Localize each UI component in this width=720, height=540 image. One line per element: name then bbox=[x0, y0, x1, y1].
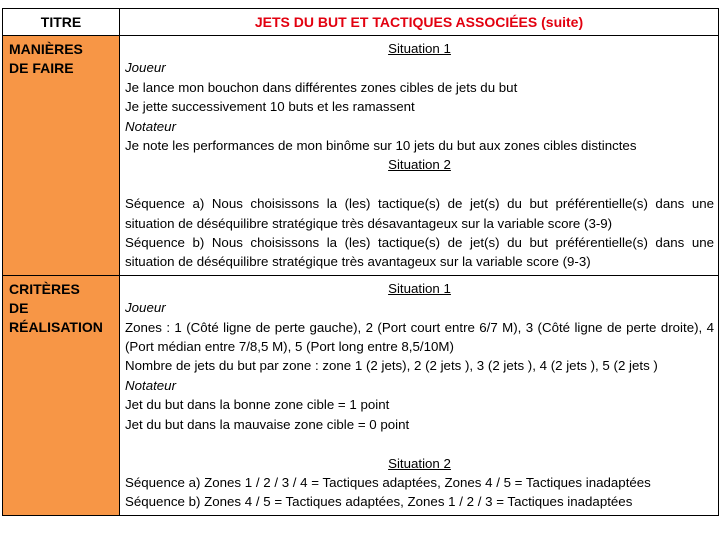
text-line: Je lance mon bouchon dans différentes zones cibles de jets du but bbox=[125, 79, 518, 95]
role-heading: Notateur bbox=[125, 377, 176, 393]
sequence-text: Séquence b) Nous choisissons la (les) tactique(s) de jet(s) du but préférentielle(s) dans une situation de déséquilibre stratégique très avantageux sur la variable score (9-3) bbox=[125, 235, 714, 270]
row-label-manieres bbox=[3, 36, 120, 276]
text-line: Je note les performances de mon binôme sur 10 jets du but aux zones cibles distinctes bbox=[125, 138, 637, 154]
text-line: Séquence a) Zones 1 / 2 / 3 / 4 = Tactiques adaptées, Zones 4 / 5 = Tactiques inadaptées bbox=[125, 474, 651, 490]
row-label-line: DE FAIRE bbox=[9, 60, 74, 76]
text-line: Jet du but dans la mauvaise zone cible = 0 point bbox=[125, 416, 410, 432]
role-heading: Joueur bbox=[125, 300, 166, 316]
situation-heading: Situation 1 bbox=[388, 280, 451, 296]
text-line: Nombre de jets du but par zone : zone 1 (2 jets), 2 (2 jets ), 3 (2 jets ), 4 (2 jets ), 5 (2 jets ) bbox=[125, 358, 658, 374]
spacer bbox=[125, 434, 714, 453]
row-label-line: CRITÈRES bbox=[9, 280, 80, 297]
row-content-criteres bbox=[120, 275, 719, 515]
row-label-criteres bbox=[3, 275, 120, 515]
header-main-title: JETS DU BUT ET TACTIQUES ASSOCIÉES (suite) bbox=[120, 9, 719, 36]
role-heading: Joueur bbox=[125, 60, 166, 76]
situation-heading: Situation 1 bbox=[388, 41, 451, 56]
text-line: Zones : 1 (Côté ligne de perte gauche), 2 (Port court entre 6/7 M), 3 (Côté ligne de perte droite), 4 (Port médian entre 7/8,5 M), 5 (Port long entre 8,5/10M) bbox=[125, 319, 714, 355]
header-title-label: TITRE bbox=[3, 9, 120, 36]
role-heading: Notateur bbox=[125, 118, 176, 134]
row-label-line: RÉALISATION bbox=[9, 318, 103, 335]
sequence-text: Séquence a) Nous choisissons la (les) tactique(s) de jet(s) du but préférentielle(s) dans une situation de déséquilibre stratégique très désavantageux sur la variable score (3-9) bbox=[125, 196, 714, 231]
header-row bbox=[3, 9, 719, 36]
spacer bbox=[125, 175, 714, 194]
situation-heading: Situation 2 bbox=[388, 157, 451, 173]
row-manieres bbox=[3, 36, 719, 276]
row-label-line: DE bbox=[9, 299, 29, 316]
situation-heading: Situation 2 bbox=[388, 455, 451, 471]
text-line: Séquence b) Zones 4 / 5 = Tactiques adaptées, Zones 1 / 2 / 3 = Tactiques inadaptées bbox=[125, 494, 633, 510]
text-line: Je jette successivement 10 buts et les ramassent bbox=[125, 99, 415, 115]
content-table bbox=[2, 8, 719, 516]
row-criteres bbox=[3, 275, 719, 515]
text-line: Jet du but dans la bonne zone cible = 1 point bbox=[125, 397, 390, 413]
row-content-manieres bbox=[120, 36, 719, 276]
row-label-line: MANIÈRES bbox=[9, 41, 83, 57]
